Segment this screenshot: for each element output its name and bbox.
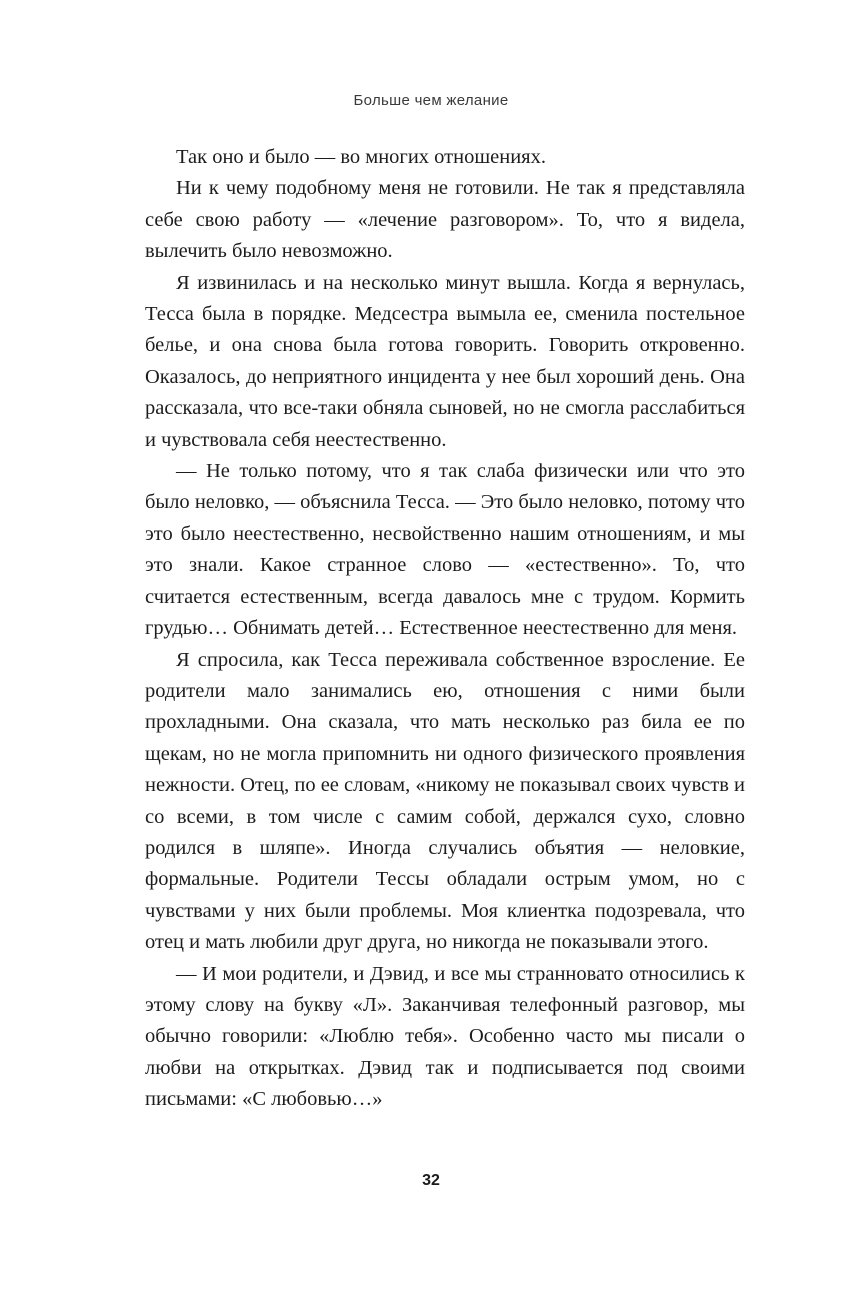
page-number: 32 xyxy=(422,1172,440,1189)
paragraph: Я извинилась и на несколько минут вышла. Когда я вернулась, Тесса была в порядке. Медсестра вымыла ее, сменила постельное белье, и она снова была готова говорить. Говорить откровенно. Оказалось, до неприятного инцидента у нее был хороший день. Она рассказала, что все-таки обняла сыновей, но не смогла расслабиться и чувствовала себя неестественно. xyxy=(145,271,745,451)
paragraph: Так оно и было — во многих отношениях. xyxy=(176,146,546,168)
paragraph: Я спросила, как Тесса переживала собственное взросление. Ее родители мало занимались ею, отношения с ними были прохладными. Она сказала, что мать несколько раз била ее по щекам, но не могла припомнить ни одного физического проявления нежности. Отец, по ее словам, «никому не показывал своих чувств и со всеми, в том числе с самим собой, держался сухо, словно родился в шляпе». Иногда случались объятия — неловкие, формальные. Родители Тессы обладали острым умом, но с чувствами у них были проблемы. Моя клиентка подозревала, что отец и мать любили друг друга, но никогда не показывали этого. xyxy=(145,648,745,954)
paragraph: — И мои родители, и Дэвид, и все мы странновато относились к этому слову на букву «Л». Заканчивая телефонный разговор, мы обычно говорили: «Люблю тебя». Особенно часто мы писали о любви на открытках. Дэвид так и подписывается под своими письмами: «С любовью…» xyxy=(145,962,745,1111)
paragraph: Ни к чему подобному меня не готовили. Не так я представляла себе свою работу — «лечение разговором». То, что я видела, вылечить было невозможно. xyxy=(145,177,745,263)
paragraph: — Не только потому, что я так слаба физически или что это было неловко, — объяснила Тесса. — Это было неловко, потому что это было неестественно, несвойственно нашим отношениям, и мы это знали. Какое странное слово — «естественно». То, что считается естественным, всегда давалось мне с трудом. Кормить грудью… Обнимать детей… Естественное неестественно для меня. xyxy=(145,460,745,640)
running-head: Больше чем желание xyxy=(353,92,509,109)
body-text xyxy=(145,142,745,1116)
